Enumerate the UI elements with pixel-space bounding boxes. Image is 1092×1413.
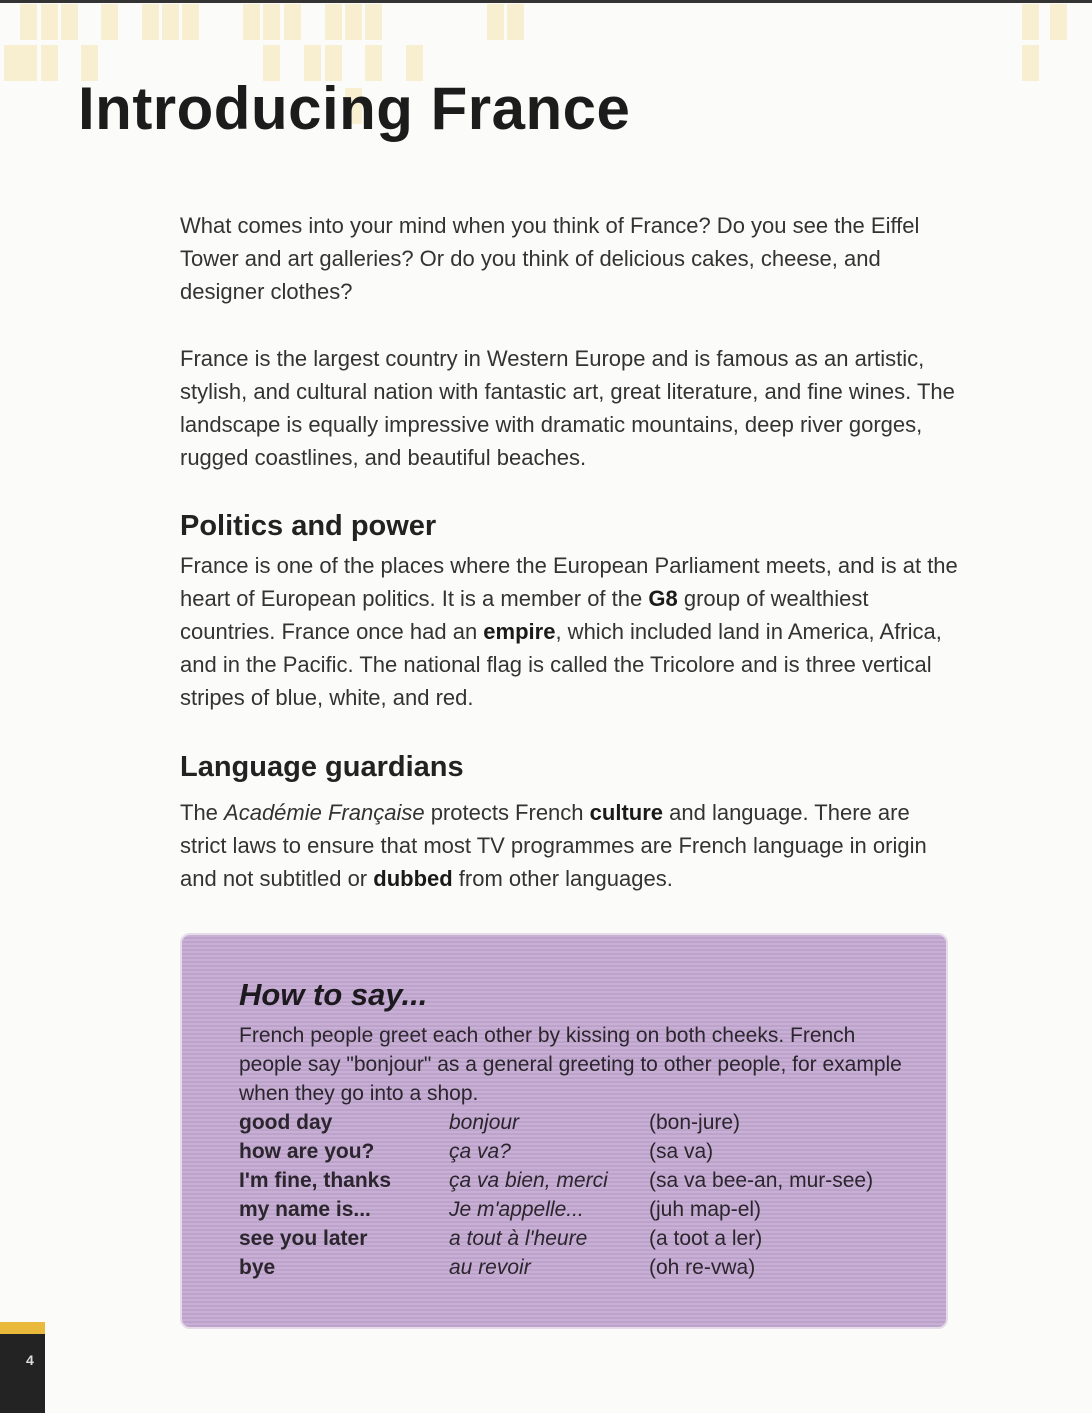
pronunciation: (juh map-el) — [649, 1198, 762, 1221]
phrase-row — [239, 1166, 919, 1195]
phrase-row — [239, 1137, 919, 1166]
section-paragraph-language — [180, 796, 960, 895]
english: bye — [239, 1256, 276, 1279]
how-to-say-box — [180, 933, 948, 1329]
pronunciation: (bon-jure) — [649, 1111, 741, 1134]
top-edge — [0, 0, 1092, 3]
french: Je m'appelle... — [449, 1198, 584, 1221]
section-heading-politics: Politics and power — [180, 510, 437, 542]
phrase-table — [239, 1108, 919, 1282]
how-to-say-title: How to say... — [239, 977, 428, 1012]
text: France is one of the places where the European Parliament meets, and is at the heart of European politics. It is a member of the — [180, 553, 958, 611]
phrase-row — [239, 1224, 919, 1253]
french: ça va? — [449, 1140, 511, 1163]
pronunciation: (oh re-vwa) — [649, 1256, 756, 1279]
bold-term: culture — [589, 800, 664, 825]
bold-term: empire — [483, 619, 556, 644]
how-to-say-text: French people greet each other by kissing on both cheeks. French people say "bonjour" as a general greeting to other people, for example when they go into a shop. — [239, 1024, 902, 1105]
page-number-text: 4 — [26, 1352, 34, 1368]
page-title: Introducing France — [78, 75, 631, 142]
french: ça va bien, merci — [449, 1169, 608, 1192]
english: my name is... — [239, 1198, 371, 1221]
intro-paragraph-1: What comes into your mind when you think of France? Do you see the Eiffel Tower and art galleries? Or do you think of delicious cakes, cheese, and designer clothes? — [180, 213, 920, 304]
text: The — [180, 800, 225, 825]
text: group of wealthiest countries. France once had an — [180, 586, 869, 644]
phrase-row — [239, 1253, 919, 1282]
english: I'm fine, thanks — [239, 1169, 392, 1192]
yellow-stripe — [0, 1322, 45, 1334]
page-number-tab — [0, 1322, 45, 1413]
bold-term: dubbed — [373, 866, 453, 891]
english: see you later — [239, 1227, 368, 1250]
english: how are you? — [239, 1140, 375, 1163]
french: bonjour — [449, 1111, 520, 1134]
phrase-row — [239, 1108, 919, 1137]
french: a tout à l'heure — [449, 1227, 588, 1250]
pronunciation: (a toot a ler) — [649, 1227, 763, 1250]
section-heading-language: Language guardians — [180, 751, 464, 783]
text: , which included land in America, Africa, and in the Pacific. The national flag is called the Tricolore and is three vertical stripes of blue, white, and red. — [180, 619, 942, 710]
pronunciation: (sa va bee-an, mur-see) — [649, 1169, 874, 1192]
text: from other languages. — [452, 866, 673, 891]
bold-term: G8 — [648, 586, 678, 611]
english: good day — [239, 1111, 333, 1134]
text: and language. There are strict laws to ensure that most TV programmes are French language in origin and not subtitled or — [180, 800, 927, 891]
intro-paragraph-2: France is the largest country in Western Europe and is famous as an artistic, stylish, and cultural nation with fantastic art, great literature, and fine wines. The landscape is equally impressive with dramatic mountains, deep river gorges, rugged coastlines, and beautiful beaches. — [180, 346, 955, 470]
section-paragraph-politics — [180, 549, 960, 714]
french: au revoir — [449, 1256, 531, 1279]
italic-term: Académie Française — [224, 800, 425, 825]
text: protects French — [424, 800, 590, 825]
pronunciation: (sa va) — [649, 1140, 714, 1163]
phrase-row — [239, 1195, 919, 1224]
